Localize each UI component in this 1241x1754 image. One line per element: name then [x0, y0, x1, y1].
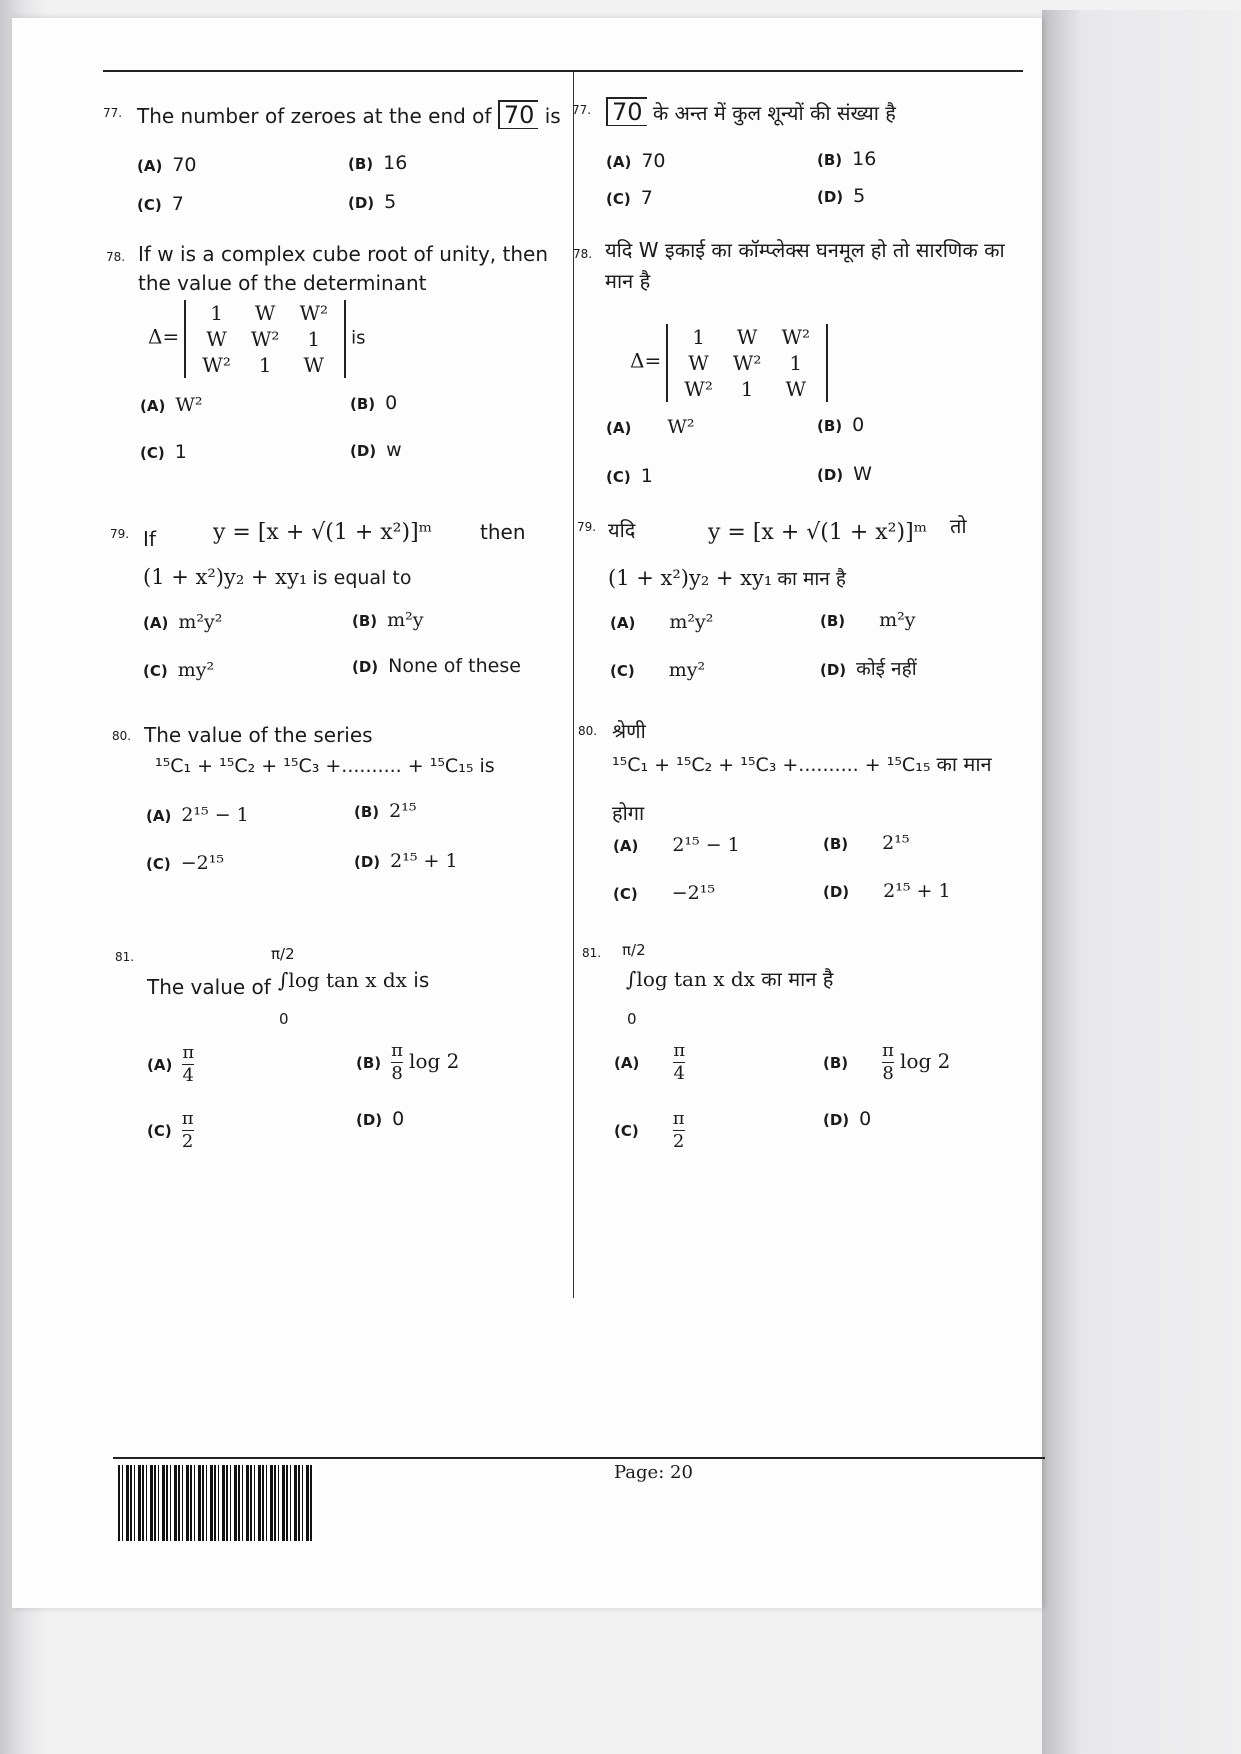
q80-en-option-c[interactable]: (C) −2¹⁵ — [146, 852, 224, 874]
q79-en-tail: is equal to — [312, 567, 412, 589]
q77-en-option-c[interactable]: (C) 7 — [137, 193, 184, 215]
q80-en-option-b[interactable]: (B) 2¹⁵ — [354, 800, 417, 822]
q78-hi-determinant — [630, 324, 828, 402]
q77-en-question — [137, 100, 561, 129]
q79-hi-option-c[interactable]: (C) my² — [610, 659, 706, 681]
top-rule — [103, 70, 1023, 72]
q77-hi-option-b[interactable]: (B) 16 — [817, 148, 877, 170]
q78-en-option-d[interactable]: (D) w — [350, 439, 402, 461]
q80-hi-suffix-2: होगा — [612, 801, 645, 825]
q77-hi-option-c[interactable]: (C) 7 — [606, 187, 653, 209]
q81-en-text: The value of — [147, 975, 271, 999]
q79-hi-option-a[interactable]: (A) m²y² — [610, 611, 714, 633]
q80-hi-option-a[interactable]: (A) 2¹⁵ − 1 — [613, 834, 740, 856]
q81-upper-limit: π/2 — [271, 945, 295, 963]
q78-hi-number: 78. — [573, 247, 593, 261]
q78-hi-option-a[interactable]: (A) W² — [606, 416, 695, 438]
scan-shadow — [1042, 10, 1241, 1754]
q79-hi-then: तो — [950, 514, 967, 538]
q78-en-option-b[interactable]: (B) 0 — [350, 392, 398, 414]
q81-en-suffix: is — [413, 968, 430, 992]
q78-hi-text: यदि W इकाई का कॉम्प्लेक्स घनमूल हो तो सारणिक का मान है — [605, 238, 1005, 293]
q81-en-option-d[interactable]: (D) 0 — [356, 1108, 405, 1130]
q79-equation: y = [x + √(1 + x²)]ᵐ — [213, 520, 433, 545]
q81-hi-suffix: का मान है — [761, 967, 834, 991]
q77-hi-factorial-box: 70 — [606, 97, 647, 126]
q78-hi-option-d[interactable]: (D) W — [817, 463, 872, 485]
q81-hi-option-b[interactable]: (B) $\frac{\pi}{8}$ log 2 — [823, 1040, 951, 1084]
q81-en-option-a[interactable]: (A) $\frac{\pi}{4}$ — [147, 1042, 195, 1086]
q81-integral: ∫log tan x dx — [278, 968, 407, 992]
q79-en-option-b[interactable]: (B) m²y — [352, 609, 424, 631]
q80-hi-suffix: का मान — [936, 752, 992, 776]
q79-hi-number: 79. — [577, 520, 597, 534]
q81-hi-option-d[interactable]: (D) 0 — [823, 1108, 872, 1130]
q80-en-suffix: is — [479, 755, 495, 777]
bottom-rule — [113, 1457, 1045, 1459]
q80-hi-option-b[interactable]: (B) 2¹⁵ — [823, 832, 910, 854]
q81-number: 81. — [115, 950, 135, 964]
q80-en-text: The value of the series — [144, 723, 373, 747]
q80-number: 80. — [112, 729, 132, 743]
q78-hi-option-c[interactable]: (C) 1 — [606, 465, 653, 487]
q80-hi-text: श्रेणी — [612, 719, 646, 743]
q79-if: If — [143, 527, 156, 551]
q77-hi-number: 77. — [572, 103, 592, 117]
q79-expression: (1 + x²)y₂ + xy₁ — [143, 565, 308, 589]
q77-hi-option-a[interactable]: (A) 70 — [606, 150, 666, 172]
page-number: Page: 20 — [614, 1462, 693, 1483]
q79-en-option-a[interactable]: (A) m²y² — [143, 611, 223, 633]
q79-hi-tail: का मान है — [777, 568, 846, 590]
q81-en-option-b[interactable]: (B) $\frac{\pi}{8}$ log 2 — [356, 1040, 460, 1084]
q77-hi-option-d[interactable]: (D) 5 — [817, 185, 866, 207]
q81-hi-upper-limit: π/2 — [622, 941, 646, 959]
q79-hi-option-b[interactable]: (B) m²y — [820, 609, 916, 631]
delta-symbol: Δ= — [148, 324, 180, 349]
q78-en-text: If w is a complex cube root of unity, then the value of the determinant — [138, 242, 548, 295]
q80-en-option-d[interactable]: (D) 2¹⁵ + 1 — [354, 850, 458, 872]
q79-hi-if: यदि — [608, 518, 636, 542]
q78-en-option-a[interactable]: (A) W² — [140, 394, 203, 416]
q77-en-option-d[interactable]: (D) 5 — [348, 191, 397, 213]
barcode-image — [118, 1465, 314, 1541]
q80-series: ¹⁵C₁ + ¹⁵C₂ + ¹⁵C₃ +.......... + ¹⁵C₁₅ — [155, 755, 474, 777]
q77-en-text: The number of zeroes at the end of — [137, 104, 492, 128]
q78-en-determinant — [148, 300, 366, 378]
q81-lower-limit: 0 — [279, 1010, 289, 1028]
q78-en-suffix: is — [351, 327, 366, 349]
q81-hi-integral-line — [626, 965, 833, 992]
q81-hi-lower-limit: 0 — [627, 1010, 637, 1028]
hi-delta-symbol: Δ= — [630, 348, 662, 373]
q77-hi-question — [606, 97, 896, 126]
q77-en-option-a[interactable]: (A) 70 — [137, 154, 197, 176]
q79-then: then — [480, 520, 526, 544]
q81-en-integral-line — [278, 968, 429, 992]
q80-hi-series-line — [612, 750, 992, 777]
q77-en-suffix: is — [544, 104, 561, 128]
q79-hi-expression-line — [608, 565, 846, 591]
q81-en-option-c[interactable]: (C) $\frac{\pi}{2}$ — [147, 1108, 194, 1152]
q81-hi-integral: ∫log tan x dx — [626, 967, 755, 991]
q77-number: 77. — [103, 106, 123, 120]
q77-hi-text: के अन्त में कुल शून्यों की संख्या है — [652, 101, 896, 125]
q79-hi-option-d[interactable]: (D) कोई नहीं — [820, 658, 917, 680]
q81-hi-number: 81. — [582, 946, 602, 960]
determinant-matrix: 1 W W² W W² 1 W² 1 W — [184, 300, 346, 378]
q80-hi-option-d[interactable]: (D) 2¹⁵ + 1 — [823, 880, 951, 902]
q79-en-option-c[interactable]: (C) my² — [143, 659, 215, 681]
q77-factorial-box: 70 — [498, 100, 539, 129]
q78-en-option-c[interactable]: (C) 1 — [140, 441, 187, 463]
q80-en-series-line — [155, 755, 495, 777]
q80-hi-option-c[interactable]: (C) −2¹⁵ — [613, 882, 715, 904]
q79-hi-expression: (1 + x²)y₂ + xy₁ — [608, 566, 773, 590]
q78-hi-option-b[interactable]: (B) 0 — [817, 414, 865, 436]
q79-en-option-d[interactable]: (D) None of these — [352, 655, 521, 677]
q81-hi-option-c[interactable]: (C) $\frac{\pi}{2}$ — [614, 1108, 685, 1152]
q80-en-option-a[interactable]: (A) 2¹⁵ − 1 — [146, 804, 249, 826]
q77-en-option-b[interactable]: (B) 16 — [348, 152, 408, 174]
q79-number: 79. — [110, 527, 130, 541]
q80-hi-series: ¹⁵C₁ + ¹⁵C₂ + ¹⁵C₃ +.......... + ¹⁵C₁₅ — [612, 754, 931, 776]
q81-hi-option-a[interactable]: (A) $\frac{\pi}{4}$ — [614, 1040, 686, 1084]
q79-hi-equation: y = [x + √(1 + x²)]ᵐ — [708, 520, 928, 545]
q79-en-expression-line — [143, 565, 411, 589]
q78-number: 78. — [106, 250, 126, 264]
q80-hi-number: 80. — [578, 724, 598, 738]
hi-determinant-matrix: 1 W W² W W² 1 W² 1 W — [666, 324, 828, 402]
